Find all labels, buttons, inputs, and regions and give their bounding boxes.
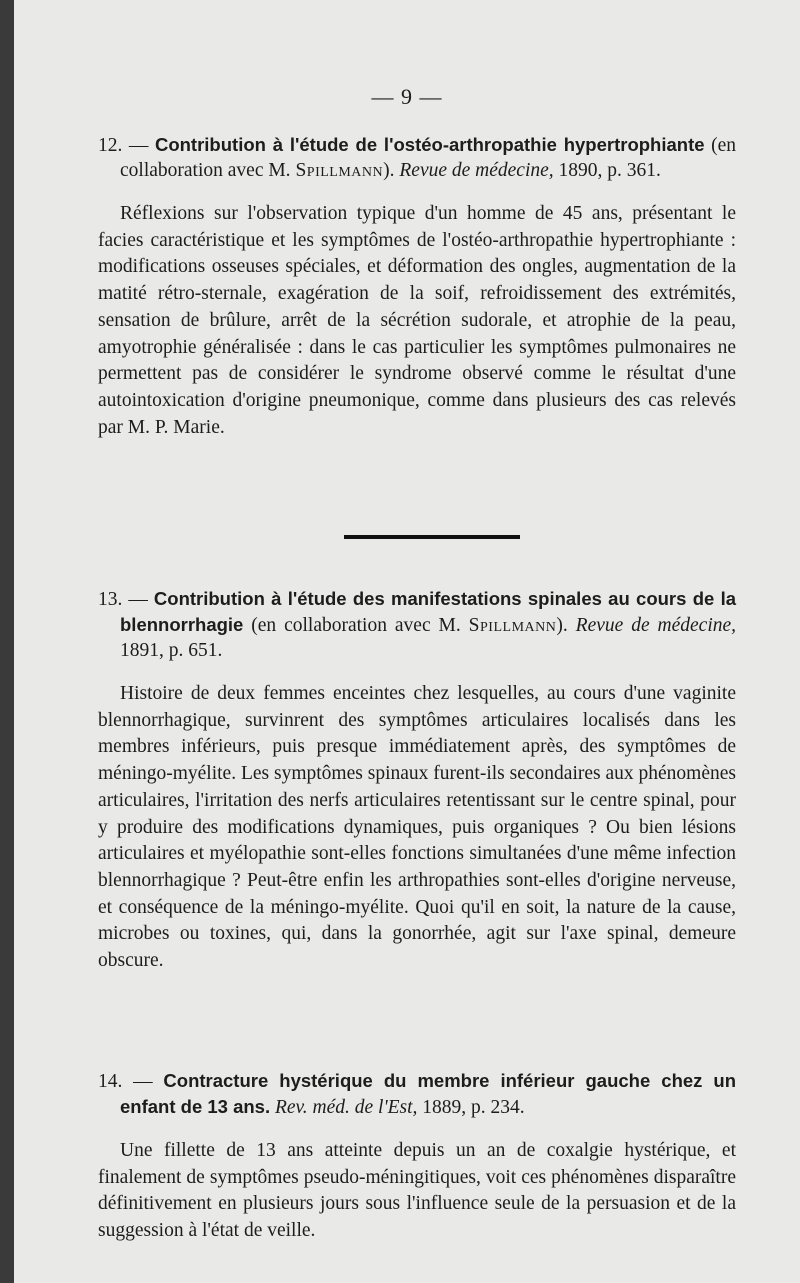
collaboration-suffix: ). [383, 160, 395, 181]
collaborator-name: Spillmann [468, 615, 557, 636]
entry-heading [98, 132, 736, 183]
entry-title: Contribution à l'étude de l'ostéo-arthropathie hypertrophiante [154, 134, 705, 155]
document-page [14, 0, 800, 1283]
journal-reference: 1891, p. 651. [120, 640, 223, 661]
entry-heading [98, 586, 736, 663]
entry-number: 13. — [98, 589, 148, 610]
entry-title: Contracture hystérique du membre inférieur gauche chez un enfant de 13 ans. [120, 1070, 737, 1117]
entry-summary: Une fillette de 13 ans atteinte depuis un an de coxalgie hystérique, et finalement de symptômes pseudo-méningitiques, voit ces phénomènes disparaître définitivement en plusieurs jours sous l'influence seule de la persuasion et de la suggession à l'état de veille. [98, 1140, 736, 1242]
entry-number: 12. — [98, 135, 149, 156]
collaboration-suffix: ). [556, 615, 568, 636]
collaboration-prefix: (en collaboration avec M. [120, 135, 736, 181]
entry-number: 14. — [98, 1071, 153, 1092]
entry-13 [98, 586, 736, 975]
collaboration-prefix: (en collaboration avec M. [251, 615, 461, 636]
journal-name: Revue de médecine, [575, 615, 737, 636]
journal-name: Rev. méd. de l'Est, [274, 1097, 418, 1118]
entry-heading [98, 1068, 736, 1120]
entry-14 [98, 1068, 736, 1245]
journal-reference: 1889, p. 234. [422, 1097, 525, 1118]
entry-summary: Histoire de deux femmes enceintes chez lesquelles, au cours d'une vaginite blennorrhagique, survinrent des symptômes articulaires localisés dans les membres inférieurs, puis presque immédiatement après, des symptômes de méningo-myélite. Les symptômes spinaux furent-ils secondaires aux phénomènes articulaires, l'irritation des nerfs articulaires retentissant sur le centre spinal, pour y produire des modifications dynamiques, puis organiques ? Ou bien lésions articulaires et myélopathie sont-elles fonctions simultanées d'une même infection blennorrhagique ? Peut-être enfin les arthropathies sont-elles d'origine nerveuse, et conséquence de la méningo-myélite. Quoi qu'il en soit, la nature de la cause, microbes ou toxines, qui, dans la gonorrhée, agit sur l'axe spinal, demeure obscure. [98, 683, 736, 972]
page-number: — 9 — [371, 84, 443, 109]
entry-summary: Réflexions sur l'observation typique d'un homme de 45 ans, présentant le facies caractéristique et les symptômes de l'ostéo-arthropathie hypertrophiante : modifications osseuses spéciales, et déformation des ongles, augmentation de la matité rétro-sternale, exagération de la soif, refroidissement des extrémités, sensation de brûlure, arrêt de la sécrétion sudorale, et atrophie de la peau, amyotrophie généralisée : dans le cas particulier les symptômes pulmonaires ne permettent pas de considérer le syndrome observé comme le résultat d'une autointoxication d'origine pneumonique, comme dans plusieurs des cas relevés par M. P. Marie. [98, 203, 736, 438]
journal-reference: 1890, p. 361. [558, 160, 661, 181]
entry-12 [98, 132, 736, 441]
entry-title: Contribution à l'étude des manifestations spinales au cours de la blennorrhagie [120, 588, 736, 635]
section-divider [344, 535, 520, 539]
journal-name: Revue de médecine, [399, 160, 554, 181]
collaborator-name: Spillmann [295, 160, 384, 181]
